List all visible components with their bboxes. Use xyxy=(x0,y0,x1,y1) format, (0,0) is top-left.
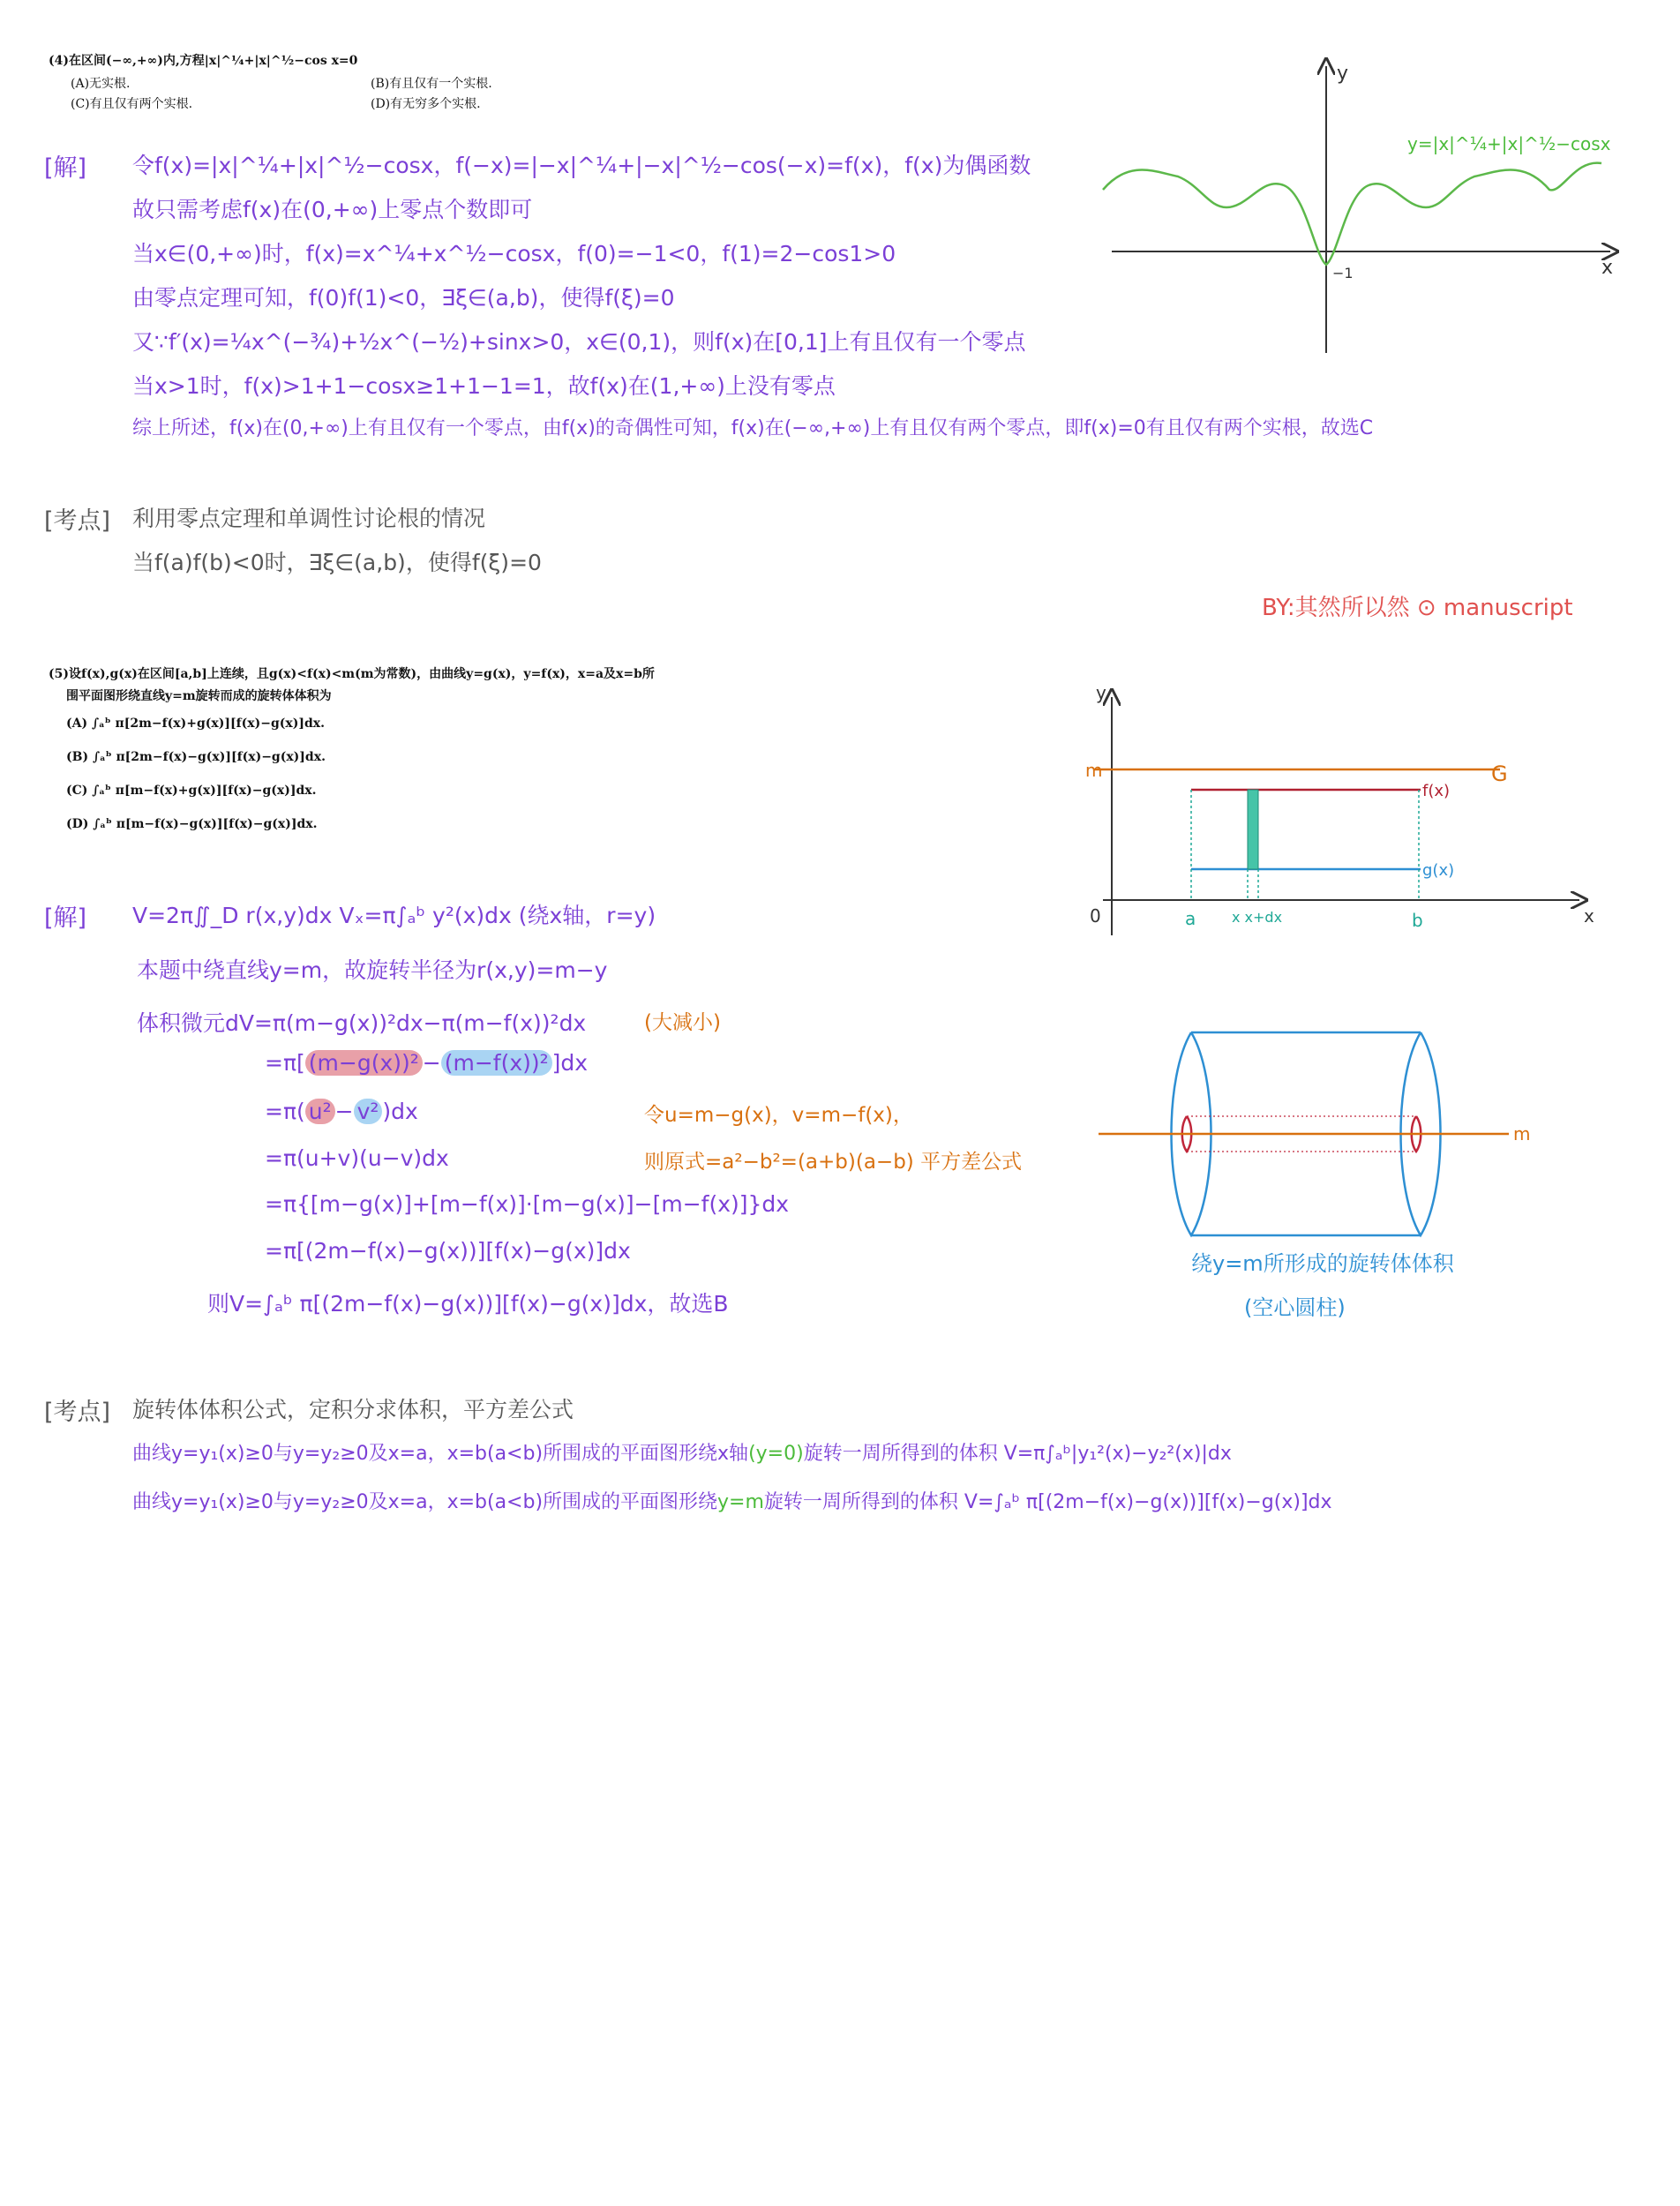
m-label: m xyxy=(1085,760,1103,781)
eq-part: =π( xyxy=(265,1099,305,1124)
p4-function-graph xyxy=(1094,53,1624,362)
highlight-red: u² xyxy=(305,1099,335,1124)
problem4-stem: (4)在区间(−∞,+∞)内,方程|x|^¼+|x|^½−cos x=0 xyxy=(49,54,358,68)
text-part: 旋转一周所得到的体积 V=π∫ₐᵇ|y₁²(x)−y₂²(x)|dx xyxy=(803,1443,1232,1465)
eq-part: − xyxy=(334,1099,354,1124)
eq-part: )dx xyxy=(382,1099,418,1124)
area-strip xyxy=(1248,790,1258,869)
g-label: g(x) xyxy=(1422,861,1455,880)
kaodian-tag: [考点] xyxy=(44,1399,111,1426)
byline: BY:其然所以然 ⊙ manuscript xyxy=(1262,595,1573,621)
p5-solution-line: =π(u+v)(u−v)dx xyxy=(265,1145,449,1171)
b-label: b xyxy=(1412,910,1423,931)
problem5-stem-line2: 围平面图形绕直线y=m旋转而成的旋转体体积为 xyxy=(66,689,332,703)
p4-solution-line: 综上所述，f(x)在(0,+∞)上有且仅有一个零点，由f(x)的奇偶性可知，f(x)在(−∞,+∞)上有且仅有两个零点，即f(x)=0有且仅有两个实根，故选C xyxy=(132,417,1374,439)
caption-line2: (空心圆柱) xyxy=(1244,1295,1346,1320)
p5-solution-line: 本题中绕直线y=m，故旋转半径为r(x,y)=m−y xyxy=(137,957,608,983)
tick-label: −1 xyxy=(1332,265,1354,281)
p5-solution-line xyxy=(265,1099,418,1124)
p4-solution-line: 又∵f′(x)=¼x^(−¾)+½x^(−½)+sinx>0，x∈(0,1)，则f(x)在[0,1]上有且仅有一个零点 xyxy=(132,329,1026,355)
p5-note: 令u=m−g(x)，v=m−f(x)， xyxy=(644,1104,913,1127)
problem4-option-b: (B)有且仅有一个实根. xyxy=(371,77,492,91)
p4-solution-line: 由零点定理可知，f(0)f(1)<0，∃ξ∈(a,b)，使得f(ξ)=0 xyxy=(132,285,675,311)
p5-solution-line: =π[(2m−f(x)−g(x))][f(x)−g(x)]dx xyxy=(265,1238,631,1264)
p5-solution-line: =π{[m−g(x)]+[m−f(x)]·[m−g(x)]−[m−f(x)]}dx xyxy=(265,1191,790,1217)
text-green: y=m xyxy=(717,1491,764,1513)
problem4-option-a: (A)无实根. xyxy=(71,77,131,91)
p5-note: 则原式=a²−b²=(a+b)(a−b) 平方差公式 xyxy=(644,1151,1023,1174)
p4-solution-line: 当x∈(0,+∞)时，f(x)=x^¼+x^½−cosx，f(0)=−1<0，f(1)=2−cos1>0 xyxy=(132,241,896,266)
f-label: f(x) xyxy=(1422,782,1451,800)
kaodian-tag: [考点] xyxy=(44,507,111,535)
text-part: 曲线y=y₁(x)≥0与y=y₂≥0及x=a，x=b(a<b)所围成的平面图形绕 xyxy=(132,1491,718,1513)
problem4-option-d: (D)有无穷多个实根. xyxy=(371,97,481,111)
eq-part: − xyxy=(422,1050,441,1076)
curve-label: y=|x|^¼+|x|^½−cosx xyxy=(1407,133,1611,154)
highlight-blue: v² xyxy=(354,1099,383,1124)
x-axis-label: x xyxy=(1601,257,1614,279)
solution-tag: [解] xyxy=(44,154,87,182)
xdx-label: x x+dx xyxy=(1232,909,1283,926)
problem5-option-b: (B) ∫ₐᵇ π[2m−f(x)−g(x)][f(x)−g(x)]dx. xyxy=(66,750,326,764)
p4-solution-line: 令f(x)=|x|^¼+|x|^½−cosx，f(−x)=|−x|^¼+|−x|^½−cos(−x)=f(x)，f(x)为偶函数 xyxy=(132,153,1031,178)
p5-kaodian-line xyxy=(132,1438,1232,1466)
p5-solution-line: 体积微元dV=π(m−g(x))²dx−π(m−f(x))²dx xyxy=(137,1010,587,1036)
p5-solution-line: V=2π∬_D r(x,y)dx Vₓ=π∫ₐᵇ y²(x)dx (绕x轴，r=y) xyxy=(132,903,656,928)
p4-solution-line: 当x>1时，f(x)>1+1−cosx≥1+1−1=1，故f(x)在(1,+∞)上没有零点 xyxy=(132,373,836,399)
problem5-option-c: (C) ∫ₐᵇ π[m−f(x)+g(x)][f(x)−g(x)]dx. xyxy=(66,784,317,798)
y-axis-label: y xyxy=(1337,63,1349,85)
p5-kaodian-line xyxy=(132,1487,1332,1514)
a-label: a xyxy=(1185,908,1196,929)
highlight-red: (m−g(x))² xyxy=(305,1050,423,1076)
problem4-option-c: (C)有且仅有两个实根. xyxy=(71,97,193,111)
p5-solution-line: 则V=∫ₐᵇ π[(2m−f(x)−g(x))][f(x)−g(x)]dx，故选B xyxy=(207,1291,729,1317)
text-green: (y=0) xyxy=(748,1443,804,1465)
p5-kaodian-line: 旋转体体积公式，定积分求体积，平方差公式 xyxy=(132,1397,574,1422)
caption-line1: 绕y=m所形成的旋转体体积 xyxy=(1191,1251,1454,1276)
eq-part: ]dx xyxy=(551,1050,589,1076)
p5-cylinder-figure xyxy=(1094,1015,1553,1350)
curve xyxy=(1103,163,1601,265)
x-axis-label: x xyxy=(1584,905,1594,927)
p4-kaodian-line: 利用零点定理和单调性讨论根的情况 xyxy=(132,506,486,531)
text-part: 旋转一周所得到的体积 V=∫ₐᵇ π[(2m−f(x)−g(x))][f(x)−g(x)]dx xyxy=(763,1491,1332,1513)
G-label: G xyxy=(1491,762,1508,786)
problem5-stem-line1: (5)设f(x),g(x)在区间[a,b]上连续，且g(x)<f(x)<m(m为常数)，由曲线y=g(x)，y=f(x)，x=a及x=b所 xyxy=(49,667,655,681)
problem5-option-a: (A) ∫ₐᵇ π[2m−f(x)+g(x)][f(x)−g(x)]dx. xyxy=(66,717,325,731)
problem5-option-d: (D) ∫ₐᵇ π[m−f(x)−g(x)][f(x)−g(x)]dx. xyxy=(66,817,318,831)
p5-region-figure xyxy=(1050,679,1624,944)
p5-solution-line xyxy=(265,1050,588,1076)
p4-kaodian-line: 当f(a)f(b)<0时，∃ξ∈(a,b)，使得f(ξ)=0 xyxy=(132,550,542,575)
y-axis-label: y xyxy=(1096,682,1106,703)
origin-label: 0 xyxy=(1090,905,1101,927)
solution-tag: [解] xyxy=(44,904,87,932)
p4-solution-line: 故只需考虑f(x)在(0,+∞)上零点个数即可 xyxy=(132,197,533,222)
eq-part: =π[ xyxy=(265,1050,305,1076)
highlight-blue: (m−f(x))² xyxy=(441,1050,552,1076)
m-label: m xyxy=(1513,1123,1531,1144)
text-part: 曲线y=y₁(x)≥0与y=y₂≥0及x=a，x=b(a<b)所围成的平面图形绕x轴 xyxy=(132,1443,749,1465)
p5-note: (大减小) xyxy=(644,1011,721,1034)
